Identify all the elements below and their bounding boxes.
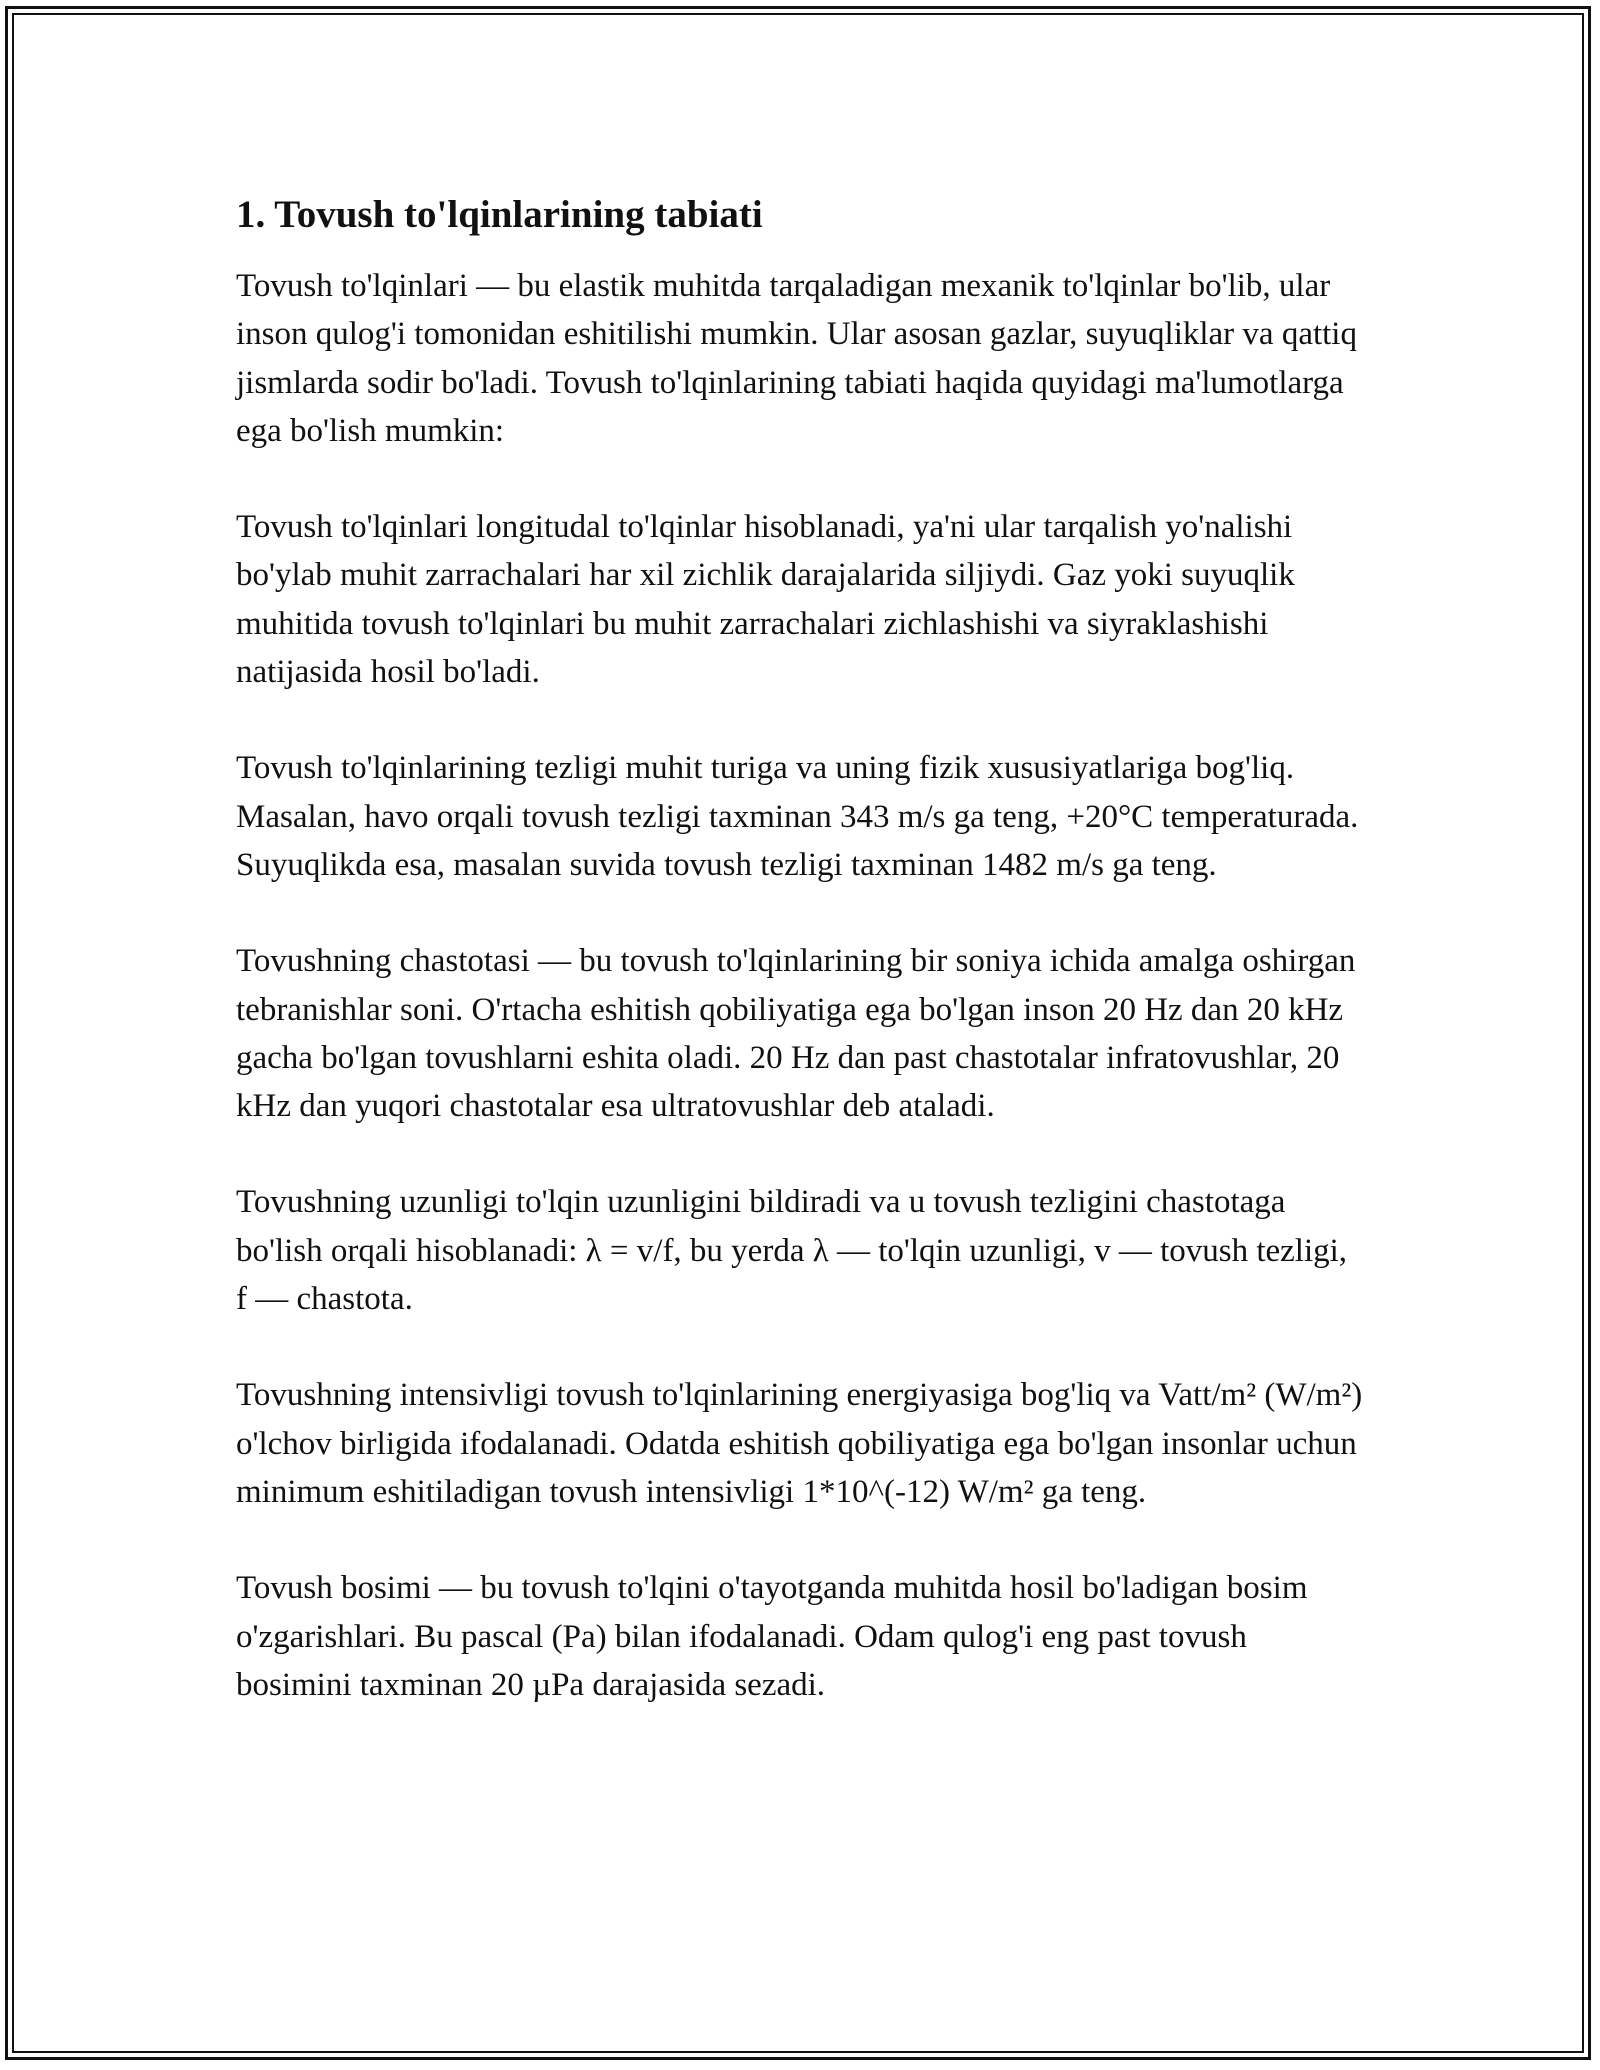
paragraph-longitudinal: Tovush to'lqinlari longitudal to'lqinlar hisoblanadi, ya'ni ular tarqalish yo'nalishi bo'ylab muhit zarrachalari har xil zichlik darajalarida siljiydi. Gaz yoki suyuqlik muhitida tovush to'lqinlari bu muhit zarrachalari zichlashishi va siyraklashishi natijasida hosil bo'ladi.: [236, 509, 1295, 691]
paragraph-intensity: Tovushning intensivligi tovush to'lqinlarining energiyasiga bog'liq va Vatt/m² (W/m²) o'lchov birligida ifodalanadi. Odatda eshitish qobiliyatiga ega bo'lgan insonlar uchun minimum eshitiladigan tovush intensivligi 1*10^(-12) W/m² ga teng.: [236, 1377, 1363, 1510]
paragraph-intro: Tovush to'lqinlari — bu elastik muhitda tarqaladigan mexanik to'lqinlar bo'lib, ular inson qulog'i tomonidan eshitilishi mumkin. Ular asosan gazlar, suyuqliklar va qattiq jismlarda sodir bo'ladi. Tovush to'lqinlarining tabiati haqida quyidagi ma'lumotlarga ega bo'lish mumkin:: [236, 268, 1357, 449]
paragraph-wavelength: Tovushning uzunligi to'lqin uzunligini bildiradi va u tovush tezligini chastotaga bo'lish orqali hisoblanadi: λ = v/f, bu yerda λ — to'lqin uzunligi, v — tovush tezligi, f — chastota.: [236, 1184, 1348, 1318]
paragraph-pressure: Tovush bosimi — bu tovush to'lqini o'tayotganda muhitda hosil bo'ladigan bosim o'zgarishlari. Bu pascal (Pa) bilan ifodalanadi. Odam qulog'i eng past tovush bosimini taxminan 20 µPa darajasida sezadi.: [236, 1570, 1308, 1703]
paragraph-speed: Tovush to'lqinlarining tezligi muhit turiga va uning fizik xususiyatlariga bog'liq. Masalan, havo orqali tovush tezligi taxminan 343 m/s ga teng, +20°C temperaturada. Suyuqlikda esa, masalan suvida tovush tezligi taxminan 1482 m/s ga teng.: [236, 750, 1359, 883]
section-heading: 1. Tovush to'lqinlarining tabiati: [236, 193, 763, 236]
paragraph-frequency: Tovushning chastotasi — bu tovush to'lqinlarining bir soniya ichida amalga oshirgan tebranishlar soni. O'rtacha eshitish qobiliyatiga ega bo'lgan inson 20 Hz dan 20 kHz gacha bo'lgan tovushlarni eshita oladi. 20 Hz dan past chastotalar infratovushlar, 20 kHz dan yuqori chastotalar esa ultratovushlar deb ataladi.: [236, 943, 1356, 1125]
document-body: [236, 182, 1366, 1757]
